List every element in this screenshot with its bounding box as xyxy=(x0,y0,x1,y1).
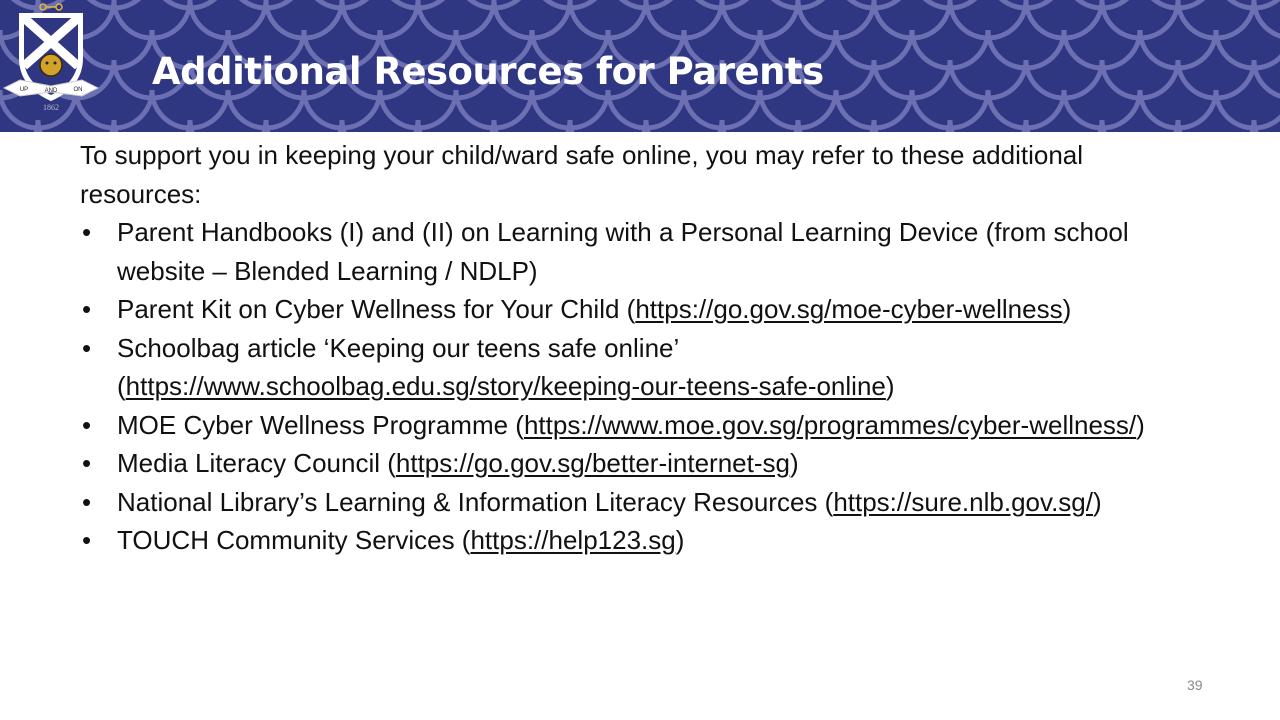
slide-title: Additional Resources for Parents xyxy=(152,50,824,93)
resource-link[interactable]: https://go.gov.sg/better-internet-sg xyxy=(395,448,790,478)
scale-arc xyxy=(1216,0,1280,8)
item-text-end: ) xyxy=(675,525,685,555)
item-text: Parent Handbooks (I) and (II) on Learning with a Personal Learning Device (from school website – Blended Learning / NDLP) xyxy=(117,217,1129,286)
item-text-end: ) xyxy=(1092,486,1102,517)
crest-year: 1862 xyxy=(43,103,59,112)
list-item xyxy=(80,521,1190,560)
motto-word-3: ON xyxy=(73,87,83,93)
list-item xyxy=(80,406,1190,445)
resource-link[interactable]: https://sure.nlb.gov.sg/ xyxy=(833,486,1093,517)
item-text-end: ) xyxy=(1062,294,1072,324)
list-item xyxy=(80,444,1190,483)
list-item xyxy=(80,329,1190,406)
resource-link[interactable]: https://www.schoolbag.edu.sg/story/keeping-our-teens-safe-online xyxy=(125,371,886,401)
item-text: TOUCH Community Services ( xyxy=(117,525,471,555)
item-text: Parent Kit on Cyber Wellness for Your Child ( xyxy=(117,294,636,324)
resource-link[interactable]: https://www.moe.gov.sg/programmes/cyber-wellness/ xyxy=(523,409,1137,440)
resource-link[interactable]: https://help123.sg xyxy=(470,525,676,555)
list-item xyxy=(80,483,1190,522)
item-text: Schoolbag article ‘Keeping our teens safe online’ ( xyxy=(117,332,679,401)
item-text: Media Literacy Council ( xyxy=(117,448,396,478)
intro-text: To support you in keeping your child/ward safe online, you may refer to these additional resources: xyxy=(80,140,1084,209)
school-crest-logo xyxy=(0,0,102,116)
motto-word-1: UP xyxy=(19,87,29,93)
item-text-end: ) xyxy=(885,371,895,401)
header-banner xyxy=(0,0,1280,132)
item-text: National Library’s Learning & Information Literacy Resources ( xyxy=(117,486,834,517)
slide-body xyxy=(80,136,1190,560)
page-number: 39 xyxy=(1187,677,1203,693)
item-text: MOE Cyber Wellness Programme ( xyxy=(117,409,524,440)
list-item xyxy=(80,213,1190,290)
item-text-end: ) xyxy=(789,448,799,478)
motto-word-2: AND xyxy=(44,88,58,94)
resource-link[interactable]: https://go.gov.sg/moe-cyber-wellness xyxy=(635,294,1063,324)
resource-list xyxy=(80,213,1190,560)
list-item xyxy=(80,290,1190,329)
item-text-end: ) xyxy=(1136,409,1145,440)
